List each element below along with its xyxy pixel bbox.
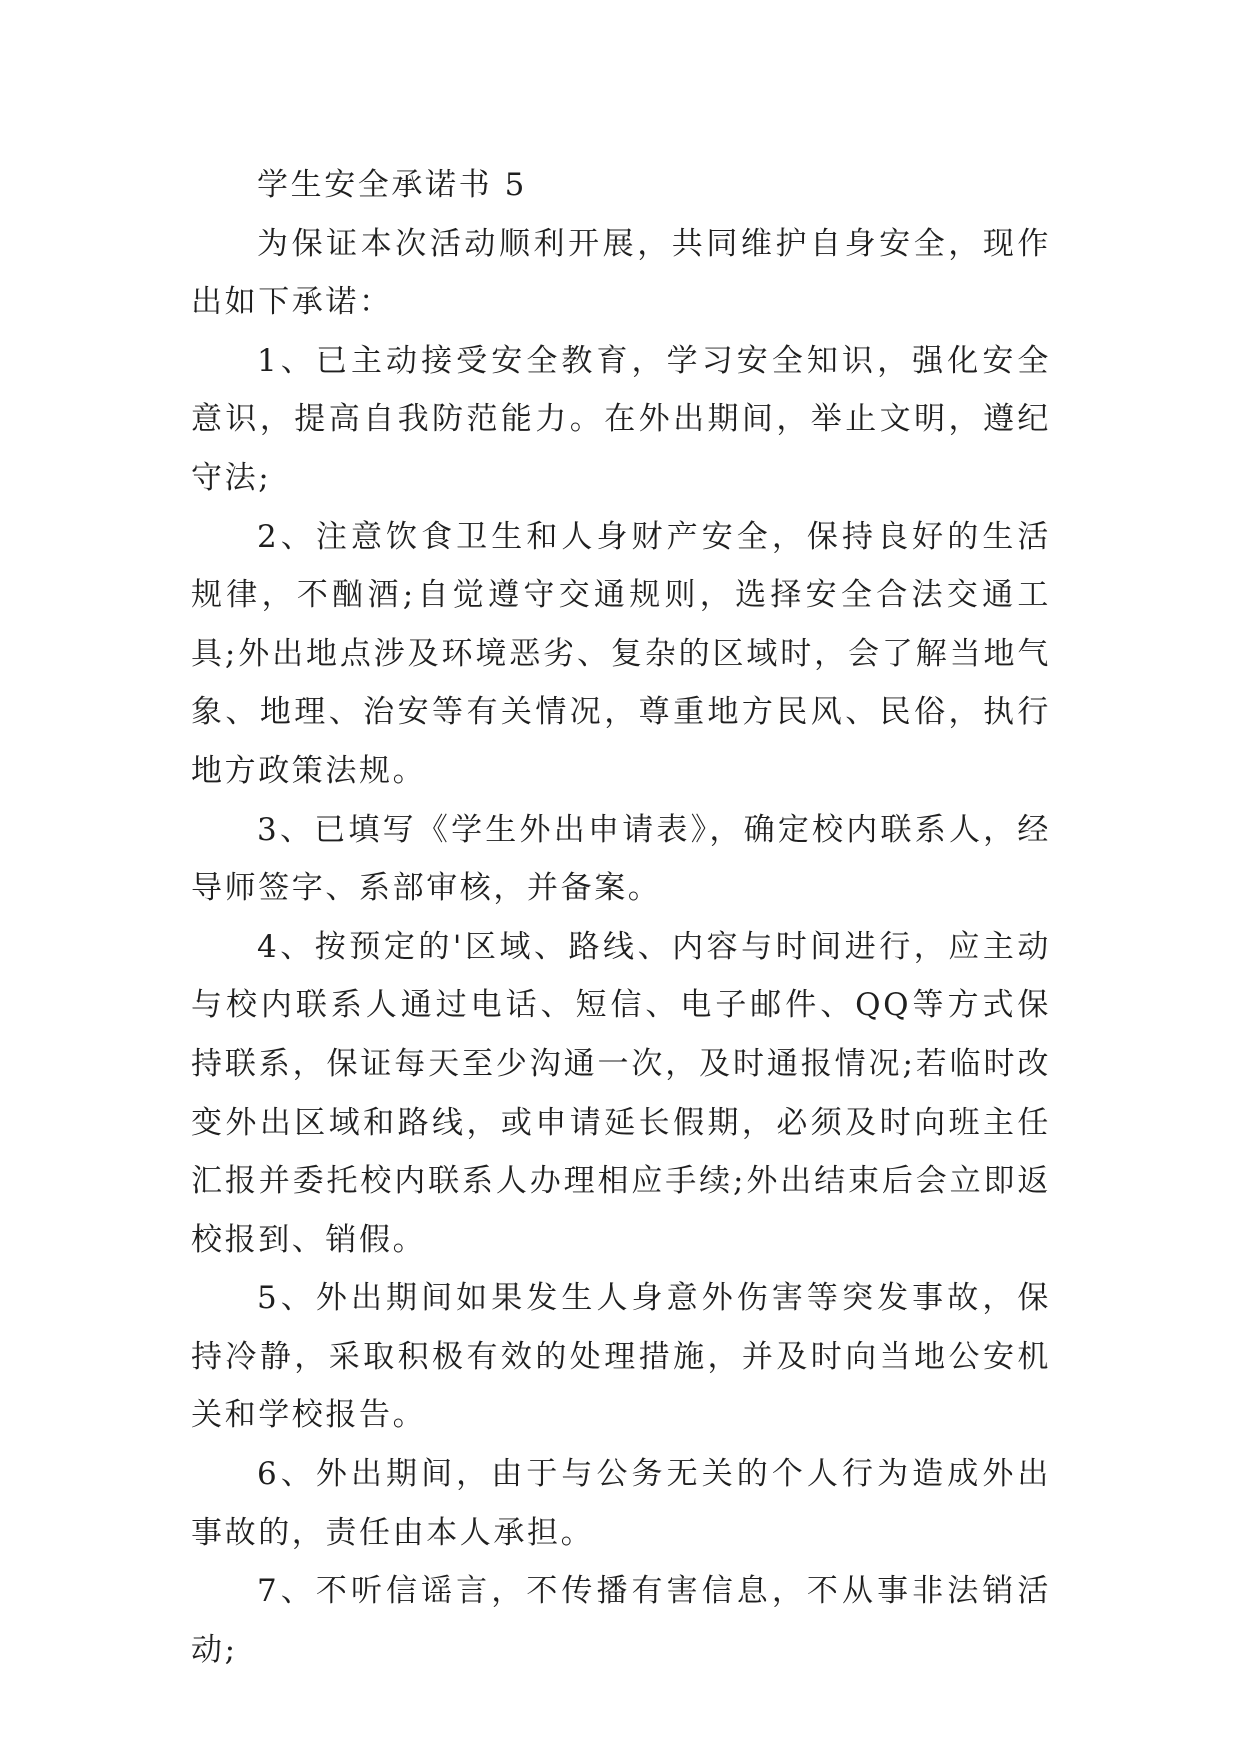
document-body [191, 156, 1051, 1679]
commitment-item-6: 6、外出期间，由于与公务无关的个人行为造成外出事故的，责任由本人承担。 [191, 1456, 1051, 1551]
document-title: 学生安全承诺书 5 [257, 167, 527, 203]
commitment-item-7: 7、不听信谣言，不传播有害信息，不从事非法销活动; [191, 1573, 1051, 1668]
commitment-item-5: 5、外出期间如果发生人身意外伤害等突发事故，保持冷静，采取积极有效的处理措施，并及时向当地公安机关和学校报告。 [191, 1280, 1051, 1434]
commitment-item-2: 2、注意饮食卫生和人身财产安全，保持良好的生活规律，不酗酒;自觉遵守交通规则，选择安全合法交通工具;外出地点涉及环境恶劣、复杂的区域时，会了解当地气象、地理、治安等有关情况，尊重地方民风、民俗，执行地方政策法规。 [191, 518, 1051, 789]
intro-paragraph: 为保证本次活动顺利开展，共同维护自身安全，现作出如下承诺： [191, 225, 1051, 321]
commitment-item-1: 1、已主动接受安全教育，学习安全知识，强化安全意识，提高自我防范能力。在外出期间，举止文明，遵纪守法; [191, 342, 1051, 496]
commitment-item-4: 4、按预定的'区域、路线、内容与时间进行，应主动与校内联系人通过电话、短信、电子邮件、QQ等方式保持联系，保证每天至少沟通一次，及时通报情况;若临时改变外出区域和路线，或申请延长假期，必须及时向班主任汇报并委托校内联系人办理相应手续;外出结束后会立即返校报到、销假。 [191, 928, 1051, 1258]
commitment-item-3: 3、已填写《学生外出申请表》，确定校内联系人，经导师签字、系部审核，并备案。 [191, 811, 1051, 907]
